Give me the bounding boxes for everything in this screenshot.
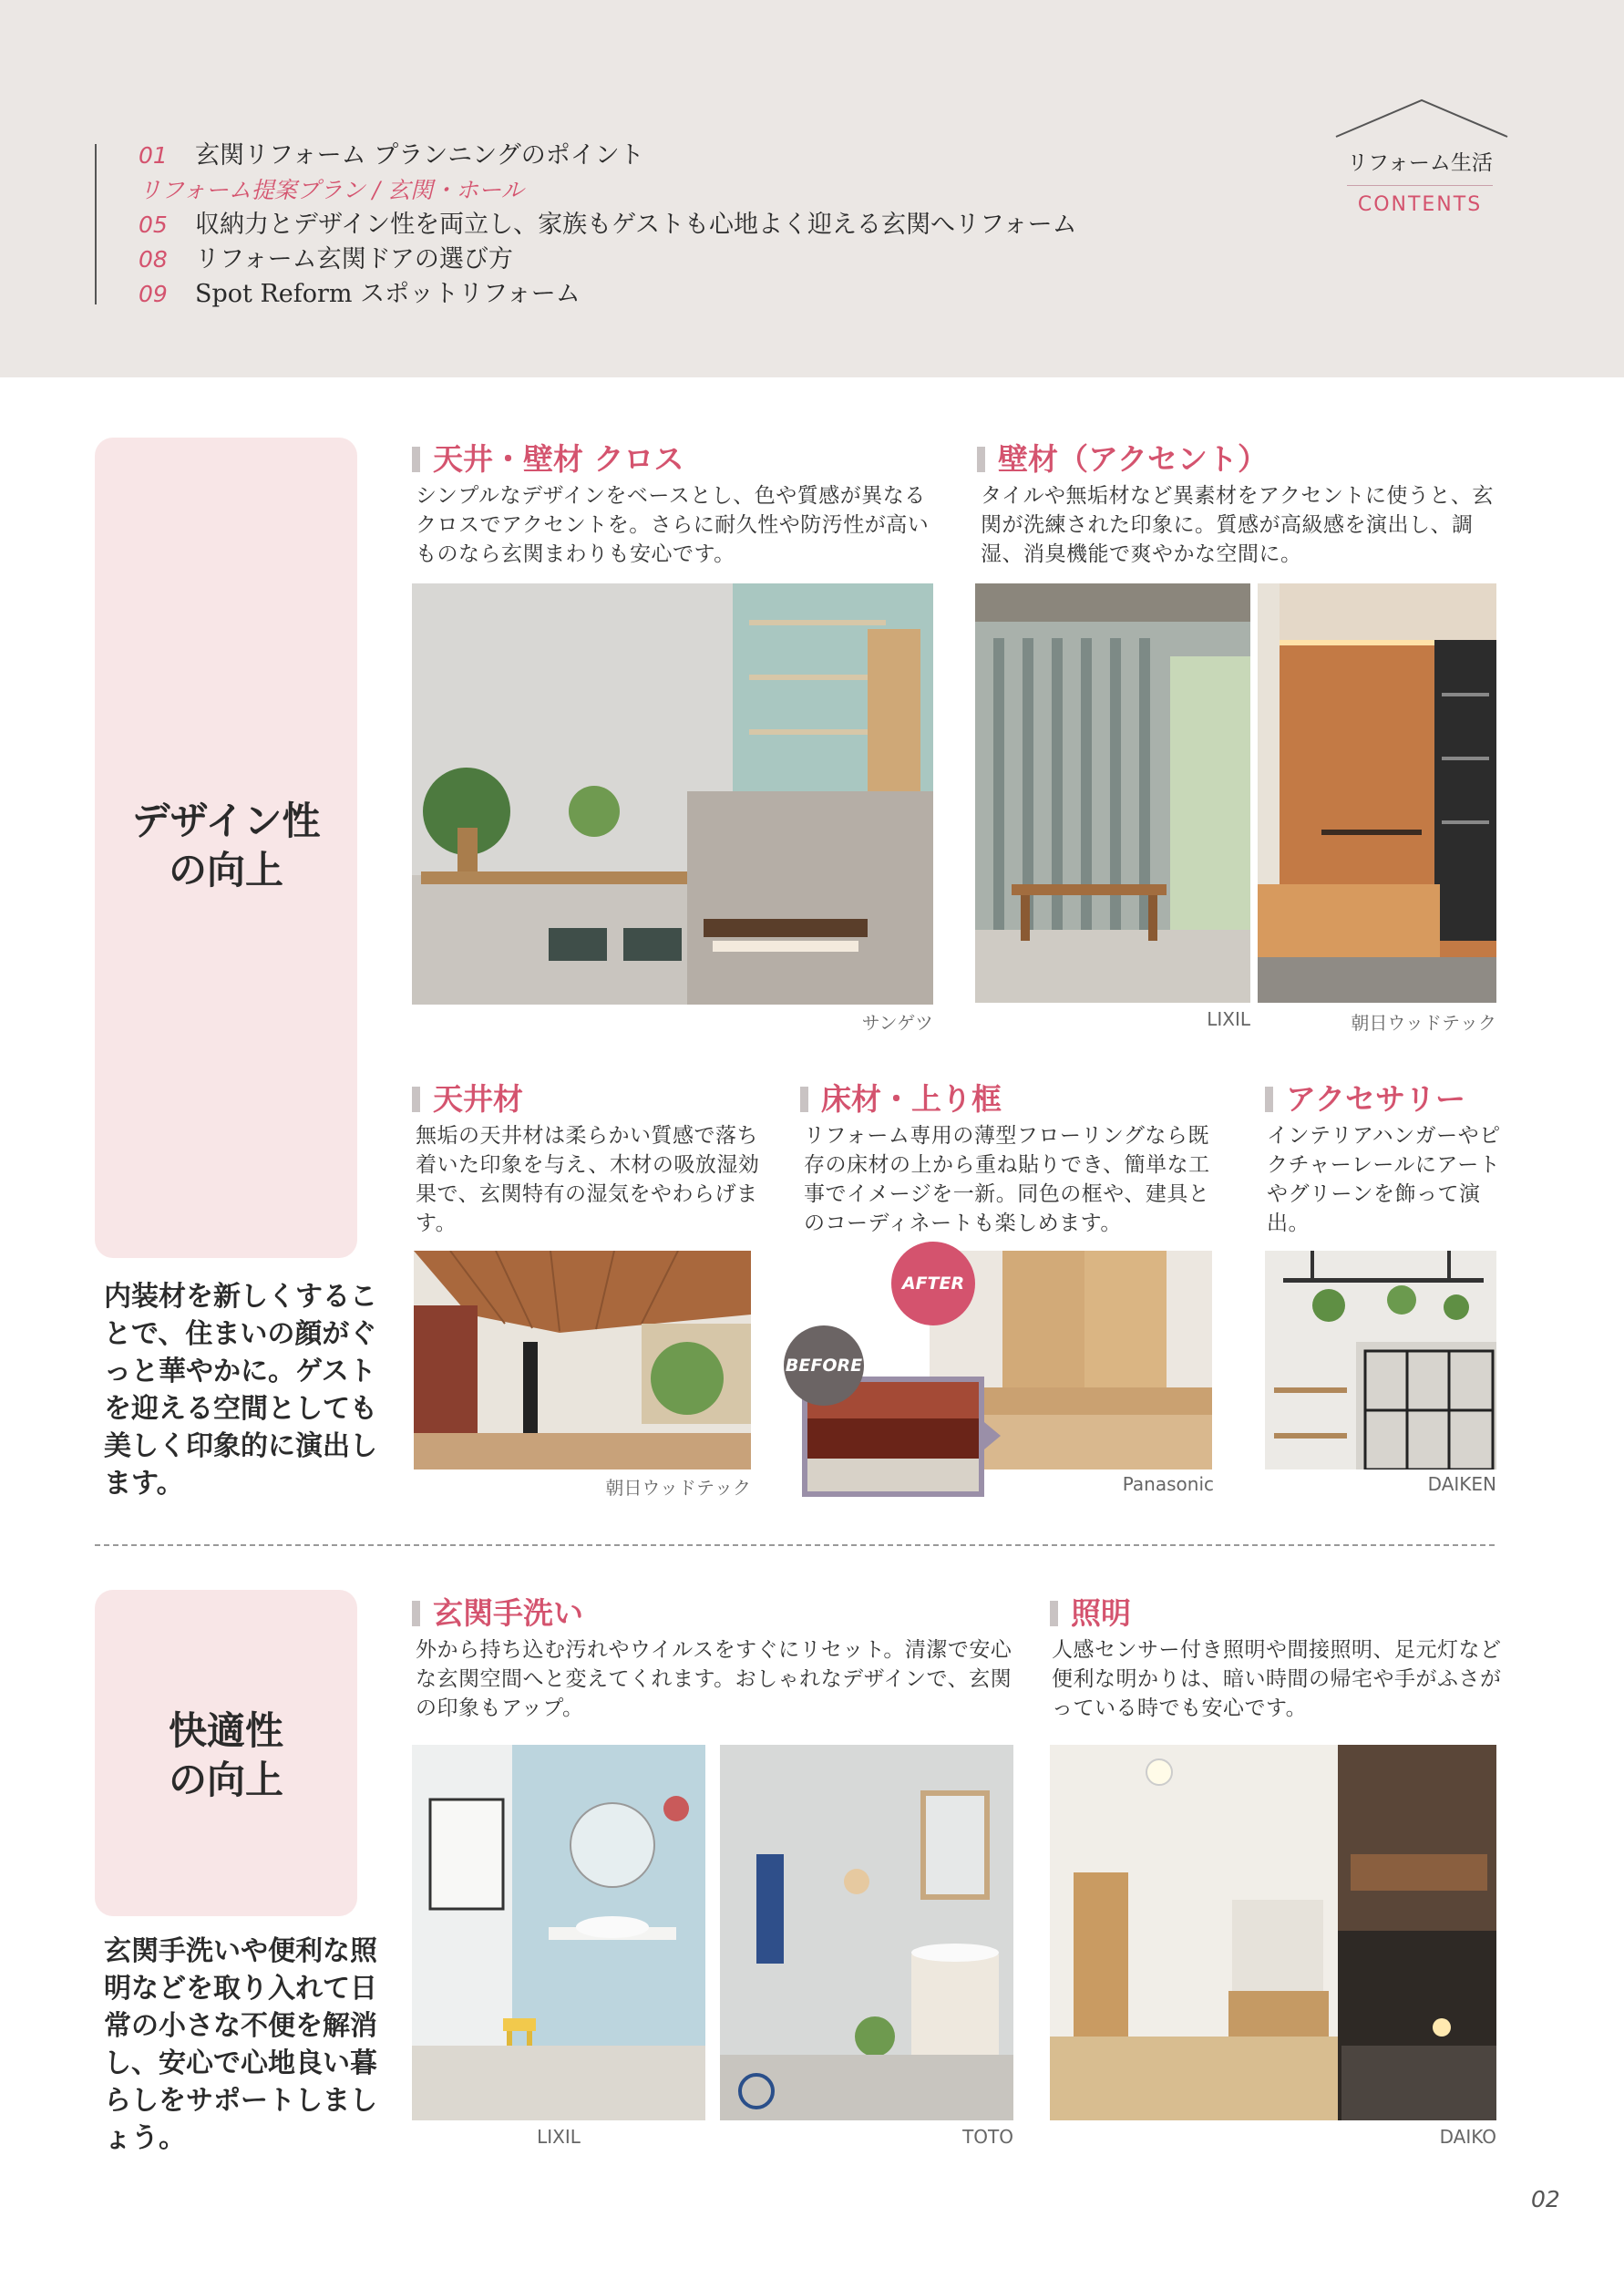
toc-item-01[interactable]	[139, 139, 644, 173]
house-roof-icon	[1332, 95, 1511, 140]
heading-text: 天井材	[433, 1081, 523, 1117]
item-text-floor: リフォーム専用の薄型フローリングなら既存の床材の上から重ね貼りでき、簡単な工事でイメージを一新。同色の框や、建具とのコーディネートも楽しめます。	[804, 1124, 1210, 1235]
section-divider	[95, 1544, 1495, 1546]
heading-marker	[1050, 1601, 1058, 1626]
heading-text: 天井・壁材 クロス	[433, 441, 684, 477]
item-heading-ceiling	[412, 1076, 523, 1119]
section-title-line: の向上	[168, 1758, 283, 1802]
heading-text: 玄関手洗い	[433, 1595, 583, 1631]
photo-wood-accent-wall	[1258, 583, 1496, 1003]
toc-page-number: 08	[139, 246, 168, 273]
design-section-description: 内装材を新しくすることで、住まいの顔がぐっと華やかに。ゲストを迎える空間としても美しく印象的に演出します。	[104, 1281, 377, 1500]
heading-text: 床材・上り框	[821, 1081, 1002, 1117]
heading-marker	[1265, 1087, 1273, 1112]
photo-lighting	[1050, 1745, 1496, 2120]
photo-wood-ceiling	[414, 1251, 751, 1469]
item-text-ceiling: 無垢の天井材は柔らかい質感で落ち着いた印象を与え、木材の吸放湿効果で、玄関特有の湿気をやわらげます。	[416, 1124, 760, 1235]
photo-cloth-entrance	[412, 583, 933, 1005]
heading-text: アクセサリー	[1286, 1081, 1466, 1117]
photo-credit: TOTO	[962, 2126, 1013, 2148]
photo-credit: DAIKEN	[1427, 1473, 1496, 1495]
item-text-wall-accent: タイルや無垢材など異素材をアクセントに使うと、玄関が洗練された印象に。質感が高級感を演出し、調湿、消臭機能で爽やかな空間に。	[981, 484, 1494, 566]
item-heading-accessories	[1265, 1076, 1465, 1119]
toc-item-label: 収納力とデザイン性を両立し、家族もゲストも心地よく迎える玄関へリフォーム	[195, 211, 1077, 239]
item-heading-wall-accent	[977, 436, 1268, 479]
section-title-line: 快適性	[168, 1708, 283, 1753]
comfort-section-description: 玄関手洗いや便利な照明などを取り入れて日常の小さな不便を解消し、安心で心地良い暮らしをサポートしましょう。	[104, 1935, 377, 2154]
item-text-accessories: インテリアハンガーやピクチャーレールにアートやグリーンを飾って演出。	[1267, 1124, 1501, 1235]
item-text-lighting: 人感センサー付き照明や間接照明、足元灯など便利な明かりは、暗い時間の帰宅や手がふさがっている時でも安心です。	[1052, 1638, 1502, 1720]
photo-credit: Panasonic	[1122, 1473, 1214, 1495]
contents-label: CONTENTS	[1357, 193, 1483, 216]
heading-marker	[800, 1087, 808, 1112]
before-badge: BEFORE	[784, 1325, 864, 1406]
heading-text: 照明	[1071, 1595, 1131, 1631]
toc-page-number: 09	[139, 281, 168, 307]
photo-credit: LIXIL	[537, 2126, 581, 2148]
toc-page-number: 05	[139, 211, 168, 238]
heading-marker	[412, 447, 420, 472]
section-title-line: デザイン性	[131, 799, 321, 843]
photo-credit: DAIKO	[1439, 2126, 1496, 2148]
toc-item-label: 玄関リフォーム プランニングのポイント	[195, 141, 644, 170]
heading-marker	[412, 1087, 420, 1112]
item-text-sink: 外から持ち込む汚れやウイルスをすぐにリセット。清潔で安心な玄関空間へと変えてくれます。おしゃれなデザインで、玄関の印象もアップ。	[416, 1638, 1012, 1720]
design-section-title	[95, 797, 357, 895]
photo-sink-toto	[720, 1745, 1013, 2120]
photo-credit: サンゲツ	[861, 1012, 933, 1034]
photo-credit: 朝日ウッドテック	[605, 1477, 751, 1499]
brand-divider	[1347, 185, 1493, 186]
toc-item-05[interactable]	[139, 208, 1077, 242]
toc-page-number: 01	[139, 142, 168, 169]
toc-subitem[interactable]	[139, 173, 524, 208]
photo-sink-lixil	[412, 1745, 705, 2120]
photo-interior-hanger	[1265, 1251, 1496, 1469]
heading-marker	[412, 1601, 420, 1626]
toc-item-label: リフォーム玄関ドアの選び方	[195, 245, 513, 273]
brand-title: リフォーム生活	[1347, 151, 1493, 175]
section-title-line: の向上	[168, 848, 283, 892]
item-heading-lighting	[1050, 1590, 1131, 1633]
toc-item-label: Spot Reform スポットリフォーム	[195, 280, 581, 308]
toc-rule	[95, 144, 97, 304]
comfort-section-title	[95, 1707, 357, 1805]
item-heading-cloth	[412, 436, 684, 479]
arrow-right-icon	[984, 1422, 1002, 1449]
after-badge: AFTER	[891, 1242, 975, 1325]
photo-credit: LIXIL	[1207, 1008, 1250, 1030]
toc-item-08[interactable]	[139, 242, 513, 277]
photo-stone-accent-wall	[975, 583, 1250, 1003]
page-number: 02	[1531, 2186, 1560, 2212]
toc-item-09[interactable]	[139, 277, 581, 312]
toc-item-label: リフォーム提案プラン / 玄関・ホール	[139, 177, 524, 203]
item-heading-floor	[800, 1076, 1002, 1119]
item-heading-sink	[412, 1590, 583, 1633]
item-text-cloth: シンプルなデザインをベースとし、色や質感が異なるクロスでアクセントを。さらに耐久性や防汚性が高いものなら玄関まわりも安心です。	[416, 484, 930, 566]
heading-text: 壁材（アクセント）	[998, 441, 1269, 477]
photo-credit: 朝日ウッドテック	[1351, 1012, 1496, 1034]
heading-marker	[977, 447, 985, 472]
